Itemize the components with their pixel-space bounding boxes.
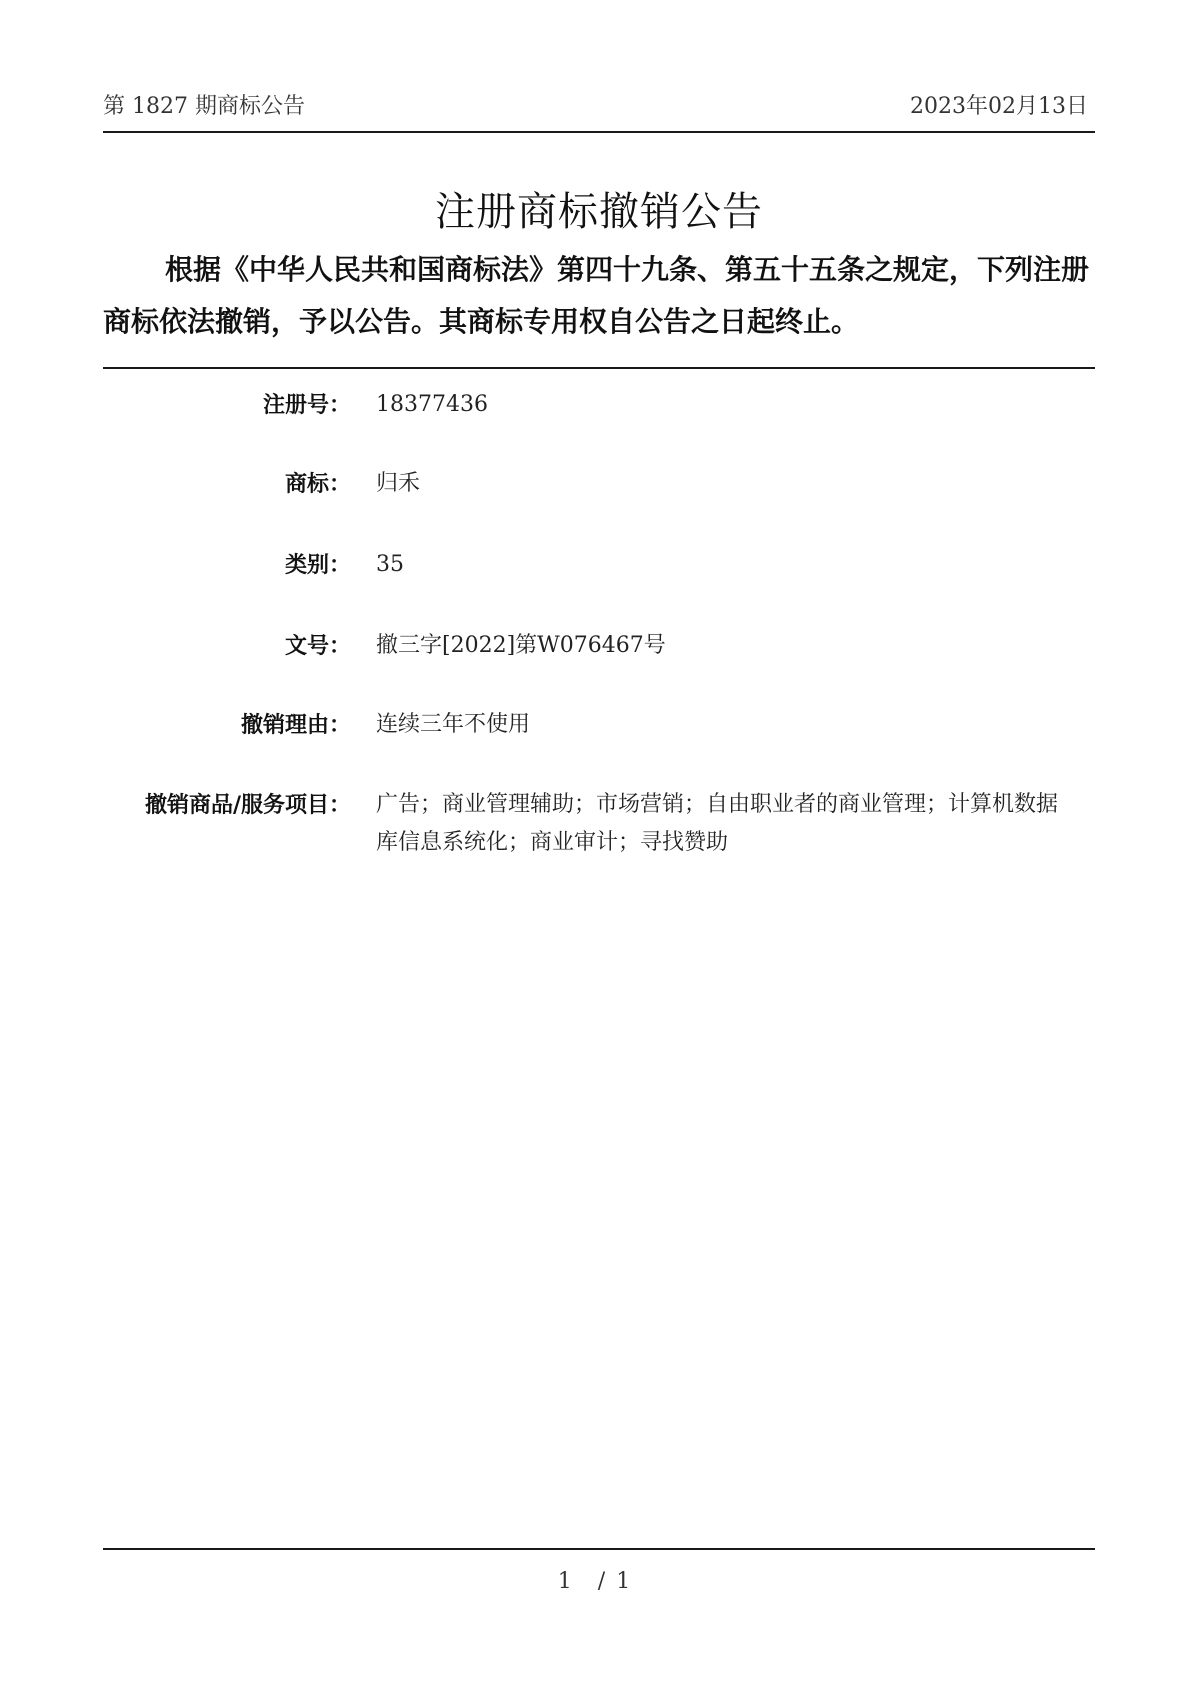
field-value: 撤三字[2022]第W076467号: [376, 633, 666, 658]
field-label: 注册号：: [262, 392, 351, 418]
field-value: 连续三年不使用: [376, 712, 531, 737]
publication-date: 2023年02月13日: [910, 94, 1088, 119]
issue-number: 第 1827 期商标公告: [103, 94, 305, 119]
field-label: 商标：: [284, 471, 351, 497]
field-value: 归禾: [376, 471, 421, 496]
footer-divider: [103, 1548, 1095, 1550]
page-number: 1 / 1: [557, 1569, 633, 1594]
field-label: 撤销理由：: [240, 712, 351, 738]
header-divider: [103, 131, 1095, 133]
document-title: 注册商标撤销公告: [435, 188, 763, 235]
field-value: 广告；商业管理辅助；市场营销；自由职业者的商业管理；计算机数据库信息系统化；商业审计；寻找赞助: [376, 792, 1059, 855]
preamble-divider: [103, 367, 1095, 369]
field-value: 35: [376, 552, 404, 577]
field-label: 撤销商品/服务项目：: [144, 792, 351, 818]
legal-preamble: 根据《中华人民共和国商标法》第四十九条、第五十五条之规定，下列注册商标依法撤销，予以公告。其商标专用权自公告之日起终止。: [103, 253, 1090, 338]
field-label: 类别：: [284, 552, 351, 578]
field-value: 18377436: [376, 392, 488, 417]
field-label: 文号：: [284, 633, 351, 659]
